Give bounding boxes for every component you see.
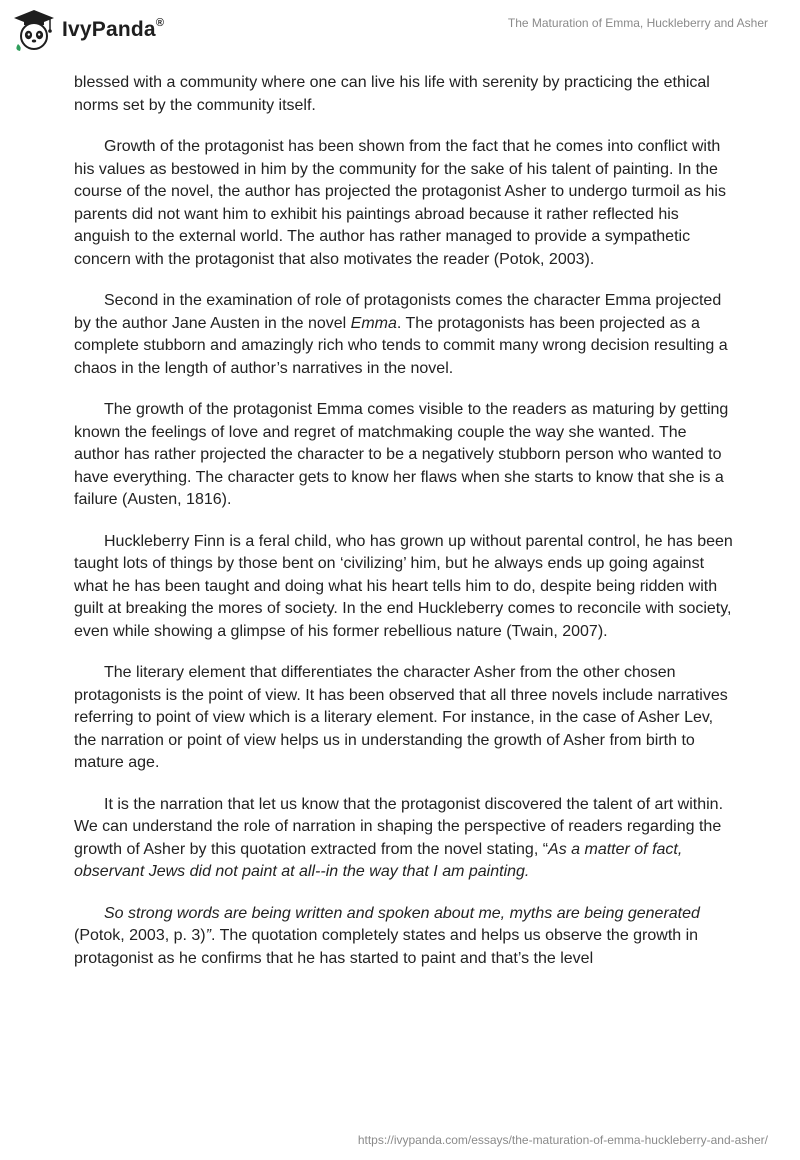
paragraph-text: . The protagonists has been projected as a complete stubborn and amazingly rich who tends to commit many wrong decision resulting a chaos in the length of author’s narratives in the novel. xyxy=(74,314,728,377)
essay-paragraph xyxy=(74,531,734,644)
paragraph-text: The growth of the protagonist Emma comes visible to the readers as maturing by getting known the feelings of love and regret of matchmaking couple the way she wanted. The author has rather projected the character to be a negatively stubborn person who wanted to have everything. The character gets to know her flaws when she starts to know that she is a failure (Austen, 1816). xyxy=(74,401,729,508)
panda-graduate-icon xyxy=(12,8,56,52)
italic-text: Emma xyxy=(350,314,397,332)
ivypanda-logo[interactable] xyxy=(12,8,164,52)
italic-text: As a matter of fact, observant Jews did not paint at all--in the way that I am painting. xyxy=(74,840,683,880)
page-header xyxy=(0,0,800,70)
paragraph-text: Growth of the protagonist has been shown from the fact that he comes into conflict with his values as bestowed in him by the community for the sake of his talent of painting. In the course of the novel, the author has projected the protagonist Asher to undergo turmoil as his parents did not want him to exhibit his paintings abroad because it rather reflected his anguish to the external world. The author has rather managed to provide a sympathetic concern with the protagonist that also motivates the reader (Potok, 2003). xyxy=(74,138,726,268)
essay-paragraph xyxy=(74,662,734,775)
italic-text: So strong words are being written and spoken about me, myths are being generated xyxy=(104,904,700,922)
paragraph-text: blessed with a community where one can live his life with serenity by practicing the ethical norms set by the community itself. xyxy=(74,74,710,114)
paragraph-text: (Potok, 2003, p. 3) xyxy=(74,927,206,944)
paragraph-text: Second in the examination of role of protagonists comes the character Emma projected by the author Jane Austen in the novel xyxy=(74,292,722,332)
essay-paragraph xyxy=(74,136,734,271)
paragraph-text: It is the narration that let us know that the protagonist discovered the talent of art within. We can understand the role of narration in shaping the perspective of readers regarding the growth of Asher by this quotation extracted from the novel stating, “ xyxy=(74,795,724,858)
essay-body xyxy=(74,72,734,989)
essay-paragraph xyxy=(74,794,734,884)
paragraph-text: . The quotation completely states and helps us observe the growth in protagonist as he confirms that he has started to paint and that’s the level xyxy=(74,927,699,967)
essay-paragraph xyxy=(74,72,734,117)
source-url[interactable]: https://ivypanda.com/essays/the-maturation-of-emma-huckleberry-and-asher/ xyxy=(357,1133,768,1147)
document-title: The Maturation of Emma, Huckleberry and Asher xyxy=(507,16,768,30)
essay-paragraph xyxy=(74,903,734,971)
essay-paragraph xyxy=(74,290,734,380)
italic-text: ” xyxy=(205,927,211,944)
paragraph-text: Huckleberry Finn is a feral child, who has grown up without parental control, he has been taught lots of things by those bent on ‘civilizing’ him, but he always ends up going against what he has been taught and doing what his heart tells him to do, despite being ridden with guilt at breaking the mores of society. In the end Huckleberry comes to reconcile with society, even while showing a glimpse of his former rebellious nature (Twain, 2007). xyxy=(74,532,733,640)
paragraph-text: The literary element that differentiates the character Asher from the other chosen protagonists is the point of view. It has been observed that all three novels include narratives referring to point of view which is a literary element. For instance, in the case of Asher Lev, the narration or point of view helps us in understanding the growth of Asher from birth to mature age. xyxy=(74,664,728,771)
brand-name: IvyPanda® xyxy=(62,17,165,41)
essay-paragraph xyxy=(74,399,734,512)
